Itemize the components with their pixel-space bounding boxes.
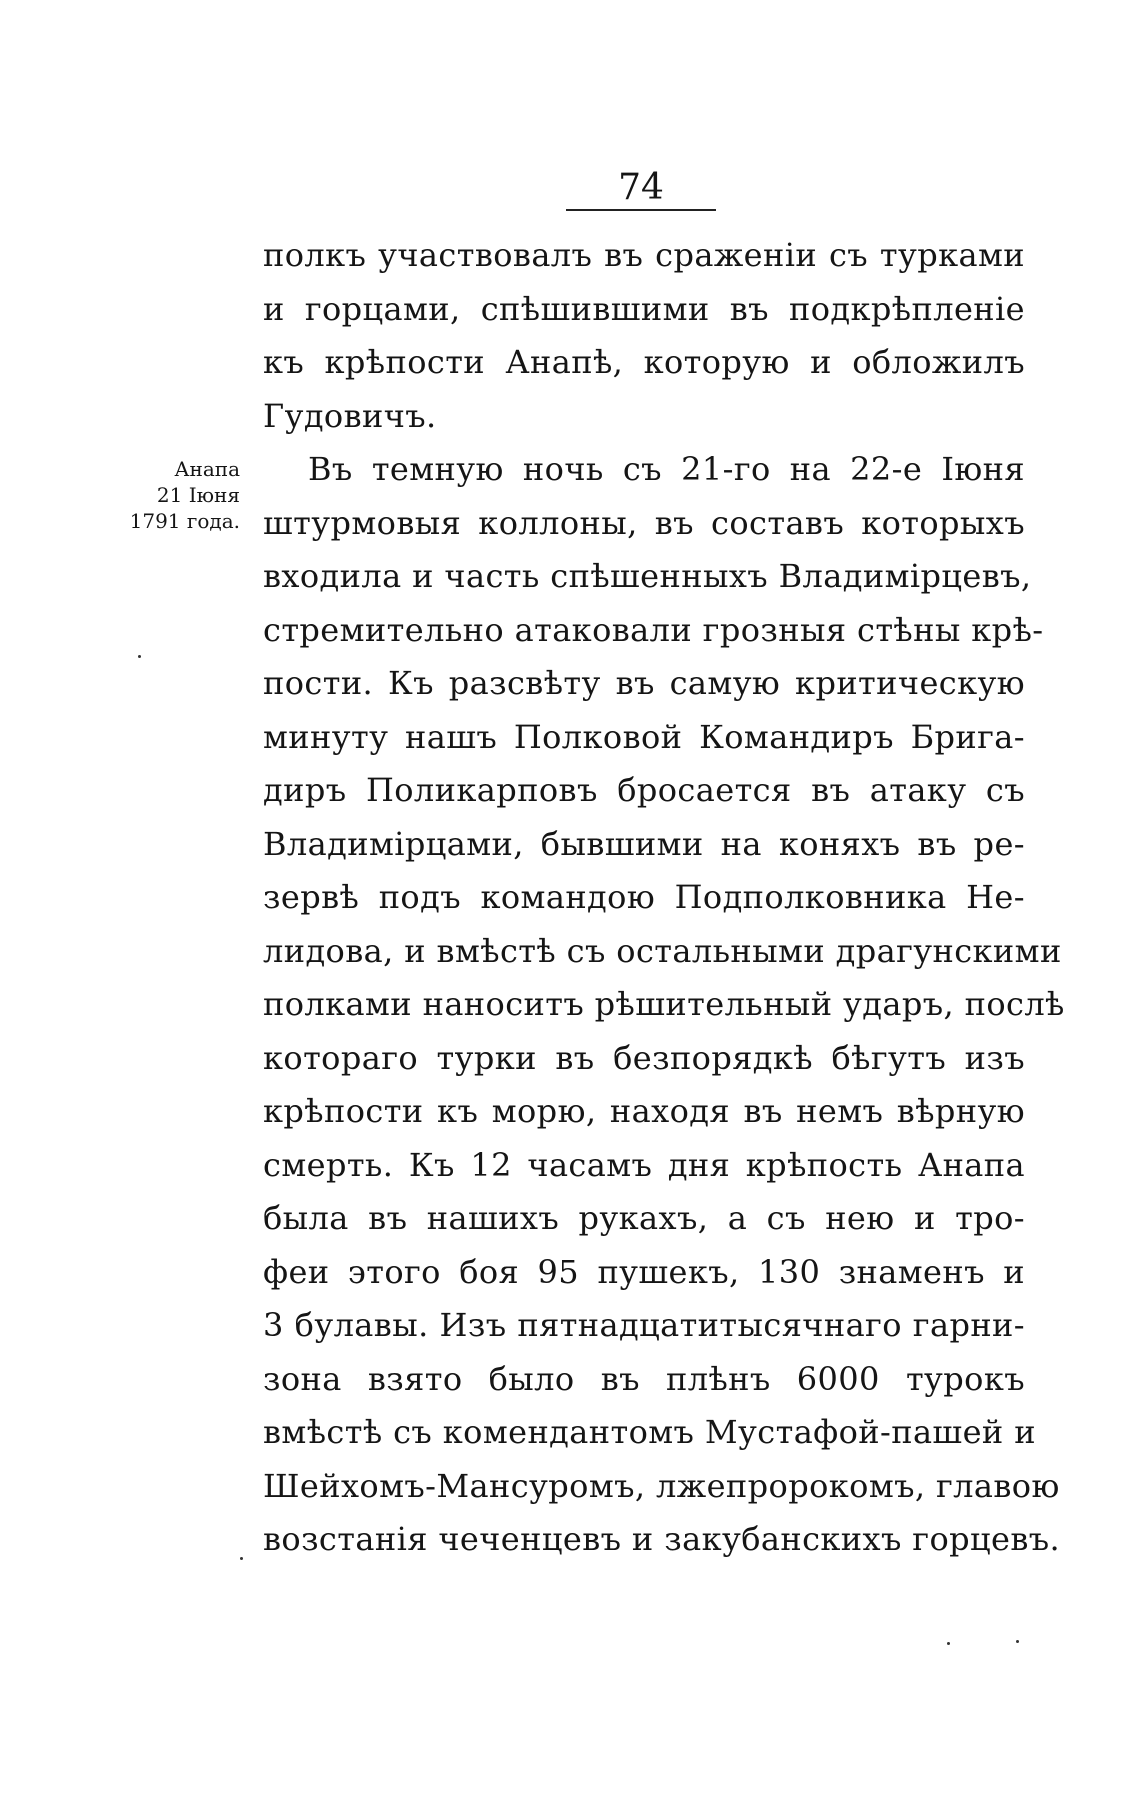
page-number: 74 (618, 167, 664, 208)
text-line: диръ Поликарповъ бросается въ атаку съ (263, 771, 1025, 809)
sidenote (100, 456, 240, 534)
text-line: котораго турки въ безпорядкѣ бѣгутъ изъ (263, 1038, 1025, 1077)
page-number-rule (566, 209, 716, 211)
text-line: вмѣстѣ съ комендантомъ Мустафой-пашей и (263, 1413, 1036, 1451)
text-line: къ крѣпости Анапѣ, которую и обложилъ (263, 343, 1025, 381)
text-line: крѣпости къ морю, находя въ немъ вѣрную (263, 1092, 1025, 1130)
text-column (263, 229, 1065, 1567)
text-line: зервѣ подъ командою Подполковника Не- (263, 878, 1025, 916)
text-line: пости. Къ разсвѣту въ самую критическую (263, 664, 1025, 702)
text-line: штурмовыя коллоны, въ составъ которыхъ (263, 503, 1025, 542)
text-line: полкъ участвовалъ въ сраженіи съ турками (263, 236, 1025, 274)
scan-speck (1016, 1640, 1019, 1643)
text-line: возстанія чеченцевъ и закубанскихъ горцевъ. (263, 1520, 1061, 1558)
text-line: смерть. Къ 12 часамъ дня крѣпость Анапа (263, 1145, 1025, 1184)
text-line: стремительно атаковали грозныя стѣны крѣ- (263, 610, 1044, 649)
text-line: полками наноситъ рѣшительный ударъ, послѣ (263, 985, 1065, 1023)
text-line: Шейхомъ-Мансуромъ, лжепророкомъ, главою (263, 1466, 1060, 1505)
text-line: Гудовичъ. (263, 396, 437, 435)
text-line: и горцами, спѣшившими въ подкрѣпленіе (263, 289, 1025, 328)
sidenote-place: Анапа (174, 457, 240, 481)
text-line: лидова, и вмѣстѣ съ остальными драгунскими (263, 931, 1062, 970)
scan-speck (947, 1642, 950, 1645)
text-line: минуту нашъ Полковой Командиръ Бригa- (263, 717, 1025, 756)
text-line: была въ нашихъ рукахъ, а съ нею и тро- (263, 1199, 1025, 1237)
text-line: входила и часть спѣшенныхъ Владимірцевъ, (263, 557, 1032, 595)
text-line: 3 булавы. Изъ пятнадцатитысячнаго гарни- (263, 1306, 1025, 1344)
sidenote-date: 21 Іюня (156, 483, 240, 507)
sidenote-year: 1791 года. (129, 509, 240, 533)
text-line: зона взято было въ плѣнъ 6000 турокъ (263, 1359, 1025, 1398)
text-line: Владимірцами, бывшими на коняхъ въ ре- (263, 824, 1025, 863)
text-line: феи этого боя 95 пушекъ, 130 знаменъ и (263, 1252, 1025, 1291)
text-line: Въ темную ночь съ 21-го на 22-е Іюня (308, 450, 1025, 488)
scan-speck (138, 655, 141, 658)
scan-speck (240, 1557, 243, 1560)
